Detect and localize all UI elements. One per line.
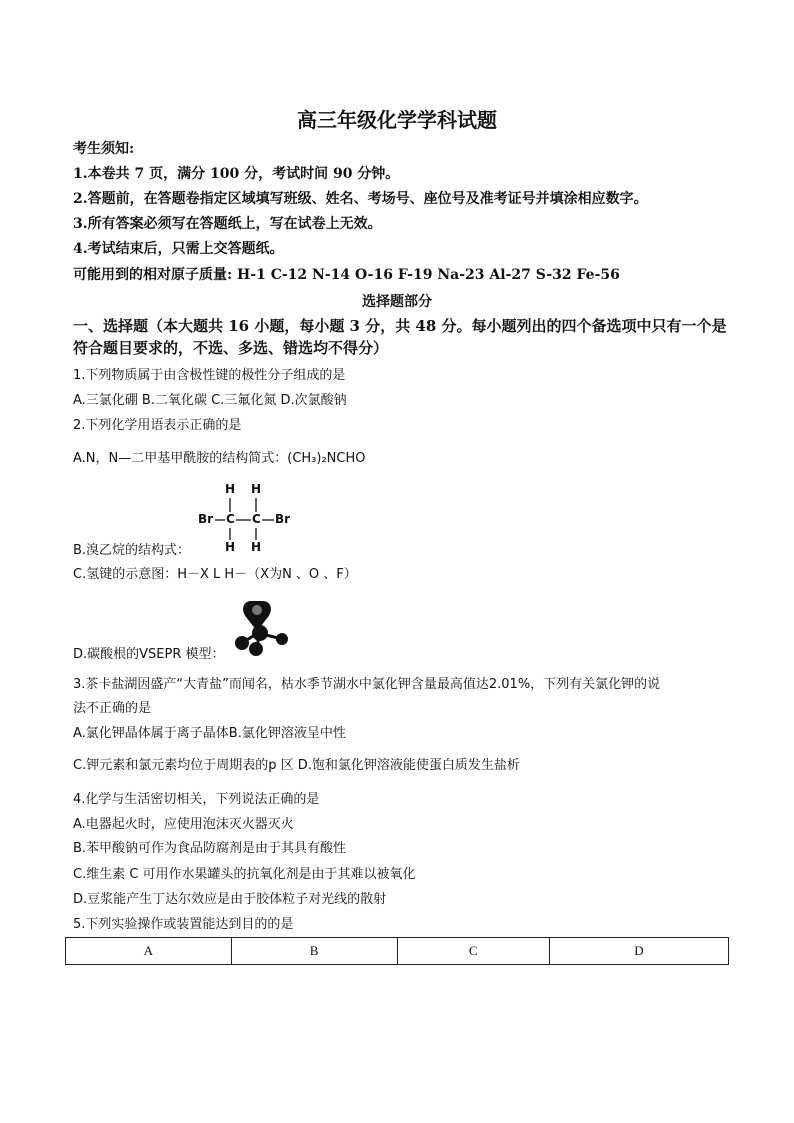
formula-atom: C (226, 512, 235, 526)
table-header-cell: D (549, 938, 728, 965)
formula-atom: H (251, 482, 262, 496)
section-title: 选择题部分 (362, 294, 432, 310)
notice-item: 2.答题前，在答题卷指定区域填写班级、姓名、考场号、座位号及准考证号并填涂相应数字。 (73, 191, 648, 207)
section-intro: 一、选择题（本大题共 16 小题，每小题 3 分，共 48 分。每小题列出的四个备选项中只有一个是符合题目要求的，不选、多选、错选均不得分） (73, 317, 727, 357)
carbonate-vsepr-model (230, 597, 300, 657)
notice-item: 3.所有答案必须写在答题纸上，写在试卷上无效。 (73, 216, 382, 232)
table-row (66, 938, 729, 965)
notice-item: 4.考试结束后，只需上交答题纸。 (73, 241, 284, 257)
question-3-stem-cont: 法不正确的是 (73, 701, 152, 716)
table-header-cell: A (66, 938, 232, 965)
table-header-cell: B (231, 938, 397, 965)
question-4-option-a: A.电器起火时，应使用泡沫灭火器灭火 (73, 817, 294, 832)
question-4-option-d: D.豆浆能产生丁达尔效应是由于胶体粒子对光线的散射 (73, 892, 387, 907)
atomic-masses: 可能用到的相对原子质量: H-1 C-12 N-14 O-16 F-19 Na-23 Al-27 S-32 Fe-56 (73, 267, 620, 283)
question-5-options-table (65, 937, 729, 965)
question-2-option-d: D.碳酸根的VSEPR 模型： (73, 647, 225, 662)
question-1-stem: 1.下列物质属于由含极性键的极性分子组成的是 (73, 368, 346, 383)
question-2-stem: 2.下列化学用语表示正确的是 (73, 418, 242, 433)
formula-bonds (195, 482, 305, 554)
question-1-options: A.三氯化硼 B.二氧化碳 C.三氟化氮 D.次氯酸钠 (73, 393, 347, 408)
formula-atom: H (225, 540, 236, 554)
question-2-option-a: A.N，N—二甲基甲酰胺的结构简式：(CH₃)₂NCHO (73, 451, 366, 466)
notice-item: 1.本卷共 7 页，满分 100 分，考试时间 90 分钟。 (73, 166, 400, 182)
question-4-stem: 4.化学与生活密切相关，下列说法正确的是 (73, 792, 320, 807)
question-3-options-cd: C.钾元素和氯元素均位于周期表的p 区 D.饱和氯化钾溶液能使蛋白质发生盐析 (73, 758, 520, 773)
question-4-option-b: B.苯甲酸钠可作为食品防腐剂是由于其具有酸性 (73, 841, 347, 856)
question-2-option-c: C.氢键的示意图：H－X L H－（X为N 、O 、F） (73, 567, 357, 582)
question-3-options-ab: A.氯化钾晶体属于离子晶体B.氯化钾溶液呈中性 (73, 726, 346, 741)
formula-atom: Br (198, 512, 214, 526)
formula-atom: H (251, 540, 262, 554)
question-4-option-c: C.维生素 C 可用作水果罐头的抗氧化剂是由于其难以被氧化 (73, 867, 416, 882)
table-header-cell: C (397, 938, 549, 965)
formula-atom: C (252, 512, 261, 526)
formula-atom: H (225, 482, 236, 496)
question-5-stem: 5.下列实验操作或装置能达到目的的是 (73, 917, 294, 932)
question-2-option-b: B.溴乙烷的结构式： (73, 543, 191, 558)
question-3-stem: 3.茶卡盐湖因盛产“大青盐”而闻名，枯水季节湖水中氯化钾含量最高值达2.01%，下列有关氯化钾的说 (73, 677, 661, 692)
bromoethane-structural-formula (195, 482, 305, 554)
notice-heading: 考生须知: (73, 141, 135, 157)
page-title: 高三年级化学学科试题 (297, 108, 497, 132)
formula-atom: Br (275, 512, 291, 526)
